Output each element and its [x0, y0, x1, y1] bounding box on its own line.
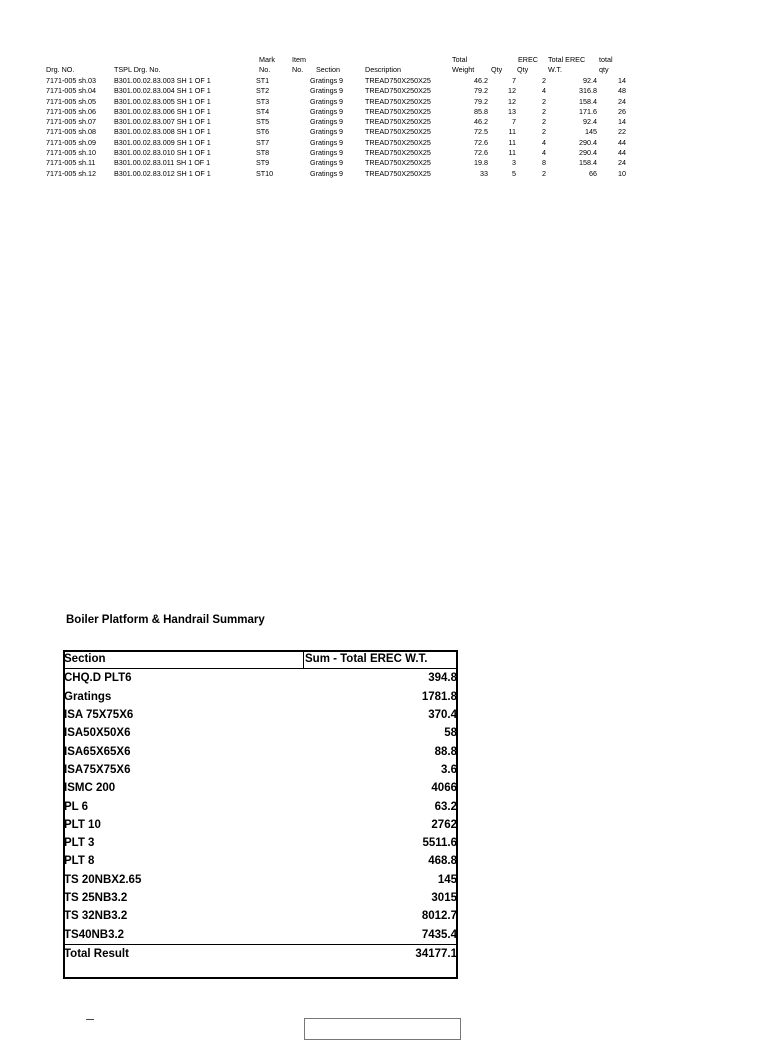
summary-value-cell: 63.2	[434, 800, 457, 813]
header-total-qty-line2: qty	[599, 65, 609, 74]
cell-total-erec-wt: 171.6	[579, 106, 597, 116]
summary-title: Boiler Platform & Handrail Summary	[66, 614, 265, 626]
summary-total-row	[63, 944, 458, 963]
header-item-no-line1: Item	[292, 55, 306, 64]
cell-description: TREAD750X250X25	[365, 158, 431, 168]
header-qty: Qty	[491, 65, 503, 74]
cell-qty: 11	[508, 137, 516, 147]
cell-total-qty: 48	[618, 86, 626, 96]
summary-section-cell: CHQ.D PLT6	[64, 672, 132, 685]
cell-total-qty: 14	[618, 76, 626, 85]
cell-drg-no: 7171-005 sh.08	[46, 127, 96, 137]
cell-drg-no: 7171-005 sh.09	[46, 137, 96, 147]
cell-total-erec-wt: 158.4	[579, 96, 597, 106]
cell-qty: 5	[512, 168, 516, 178]
cell-tspl-drg-no: B301.00.02.83.004 SH 1 OF 1	[114, 86, 211, 96]
cell-description: TREAD750X250X25	[365, 127, 431, 137]
cell-erec-qty: 2	[542, 127, 546, 137]
cell-mark-no: ST2	[256, 86, 270, 96]
table-body	[46, 77, 636, 180]
cell-total-erec-wt: 66	[589, 168, 597, 178]
cell-section: Gratings	[310, 76, 338, 85]
cell-mark-no: ST3	[256, 96, 270, 106]
table-header	[46, 55, 636, 77]
cell-tspl-drg-no: B301.00.02.83.007 SH 1 OF 1	[114, 117, 211, 127]
cell-description: TREAD750X250X25	[365, 86, 431, 96]
cell-tspl-drg-no: B301.00.02.83.003 SH 1 OF 1	[114, 76, 211, 85]
cell-total-weight: 72.5	[474, 127, 488, 137]
header-drg-no: Drg. NO.	[46, 65, 75, 74]
cell-section: Gratings	[310, 168, 338, 178]
cell-drg-no: 7171-005 sh.03	[46, 76, 96, 85]
cell-erec-qty: 8	[542, 158, 546, 168]
summary-total-value: 34177.1	[304, 944, 459, 963]
cell-item-no: 9	[339, 106, 343, 116]
cell-mark-no: ST10	[256, 168, 274, 178]
summary-section-cell: PL 6	[64, 800, 89, 813]
summary-header-sum: Sum - Total EREC W.T.	[304, 650, 459, 669]
cell-section: Gratings	[310, 158, 338, 168]
header-mark-no-line1: Mark	[259, 55, 275, 64]
cell-erec-qty: 2	[542, 168, 546, 178]
cell-section: Gratings	[310, 127, 338, 137]
cell-qty: 13	[508, 106, 516, 116]
summary-header-section: Section	[63, 650, 304, 669]
summary-row	[63, 889, 458, 907]
cell-tspl-drg-no: B301.00.02.83.012 SH 1 OF 1	[114, 168, 211, 178]
cell-total-weight: 46.2	[474, 76, 488, 85]
header-erec-qty-line2: Qty	[517, 65, 529, 74]
cell-qty: 7	[512, 76, 516, 85]
summary-section-cell: TS 32NB3.2	[64, 910, 128, 923]
cell-total-weight: 19.8	[474, 158, 488, 168]
cell-mark-no: ST7	[256, 137, 270, 147]
drawing-table	[46, 55, 636, 180]
summary-section-cell: ISA50X50X6	[64, 727, 131, 740]
header-erec-qty-line1: EREC	[518, 55, 538, 64]
header-total-erec-wt-line1: Total EREC	[548, 55, 586, 64]
summary-table	[63, 650, 458, 963]
cell-qty: 11	[508, 148, 516, 158]
cell-item-no: 9	[339, 96, 343, 106]
cell-erec-qty: 4	[542, 137, 546, 147]
header-total-qty-line1: total	[599, 55, 613, 64]
cell-item-no: 9	[339, 158, 343, 168]
cell-description: TREAD750X250X25	[365, 168, 431, 178]
summary-section-cell: ISA65X65X6	[64, 745, 131, 758]
cell-erec-qty: 2	[542, 117, 546, 127]
header-section: Section	[316, 65, 340, 74]
cell-tspl-drg-no: B301.00.02.83.005 SH 1 OF 1	[114, 96, 211, 106]
summary-section-cell: TS 20NBX2.65	[64, 873, 142, 886]
summary-row	[63, 779, 458, 797]
summary-row	[63, 797, 458, 815]
header-tspl-drg-no: TSPL Drg. No.	[114, 65, 161, 74]
header-description: Description	[365, 65, 401, 74]
cell-item-no: 9	[339, 168, 343, 178]
cell-total-weight: 46.2	[474, 117, 488, 127]
cell-erec-qty: 2	[542, 106, 546, 116]
cell-mark-no: ST5	[256, 117, 270, 127]
summary-section-cell: ISMC 200	[64, 782, 116, 795]
partial-next-title	[86, 1019, 94, 1024]
summary-section-cell: ISA75X75X6	[64, 763, 131, 776]
summary-row	[63, 688, 458, 706]
cell-section: Gratings	[310, 137, 338, 147]
cell-total-qty: 24	[618, 158, 626, 168]
cell-description: TREAD750X250X25	[365, 96, 431, 106]
cell-section: Gratings	[310, 86, 338, 96]
cell-erec-qty: 4	[542, 148, 546, 158]
cell-erec-qty: 2	[542, 76, 546, 85]
cell-total-erec-wt: 145	[585, 127, 597, 137]
cell-drg-no: 7171-005 sh.05	[46, 96, 96, 106]
cell-section: Gratings	[310, 148, 338, 158]
summary-row	[63, 907, 458, 925]
cell-section: Gratings	[310, 96, 338, 106]
header-total-weight-line2: Weight	[452, 65, 475, 74]
summary-section-cell: PLT 10	[64, 818, 101, 831]
summary-value-cell: 8012.7	[421, 910, 457, 923]
header-total-erec-wt-line2: W.T.	[548, 65, 562, 74]
cell-drg-no: 7171-005 sh.10	[46, 148, 96, 158]
cell-total-qty: 24	[618, 96, 626, 106]
cell-total-erec-wt: 290.4	[579, 148, 597, 158]
header-mark-no-line2: No.	[259, 65, 271, 74]
cell-tspl-drg-no: B301.00.02.83.009 SH 1 OF 1	[114, 137, 211, 147]
summary-section-cell: TS 25NB3.2	[64, 892, 128, 904]
header-item-no-line2: No.	[292, 65, 304, 74]
cell-description: TREAD750X250X25	[365, 76, 431, 85]
cell-tspl-drg-no: B301.00.02.83.010 SH 1 OF 1	[114, 148, 211, 158]
summary-section-cell: PLT 3	[64, 837, 95, 850]
summary-row	[63, 706, 458, 724]
cell-total-weight: 85.8	[474, 106, 488, 116]
summary-row	[63, 742, 458, 760]
summary-row	[63, 724, 458, 742]
cell-total-qty: 26	[618, 106, 626, 116]
summary-row	[63, 669, 458, 688]
cell-mark-no: ST9	[256, 158, 270, 168]
cell-qty: 3	[512, 158, 516, 168]
summary-value-cell: 3015	[431, 892, 457, 904]
summary-value-cell: 3.6	[441, 763, 457, 776]
summary-total-label: Total Result	[63, 944, 304, 963]
cell-section: Gratings	[310, 106, 338, 116]
summary-section-cell: PLT 8	[64, 855, 95, 868]
cell-item-no: 9	[339, 148, 343, 158]
cell-mark-no: ST4	[256, 106, 270, 116]
cell-total-erec-wt: 316.8	[579, 86, 597, 96]
cell-total-qty: 10	[618, 168, 626, 178]
next-table-border	[304, 1018, 461, 1040]
summary-value-cell: 394.8	[428, 672, 457, 685]
summary-value-cell: 7435.4	[421, 928, 457, 941]
cell-total-erec-wt: 92.4	[583, 117, 597, 127]
summary-value-cell: 58	[444, 727, 457, 740]
cell-item-no: 9	[339, 117, 343, 127]
summary-row	[63, 761, 458, 779]
cell-drg-no: 7171-005 sh.11	[46, 158, 96, 168]
cell-mark-no: ST8	[256, 148, 270, 158]
summary-value-cell: 5511.6	[422, 837, 457, 850]
cell-mark-no: ST1	[256, 76, 270, 85]
cell-erec-qty: 4	[542, 86, 546, 96]
cell-total-weight: 72.6	[474, 137, 488, 147]
summary-value-cell: 4066	[431, 782, 457, 795]
summary-row	[63, 871, 458, 889]
cell-tspl-drg-no: B301.00.02.83.011 SH 1 OF 1	[114, 158, 211, 168]
cell-total-weight: 33	[480, 168, 488, 178]
summary-value-cell: 1781.8	[421, 690, 457, 703]
cell-total-weight: 72.6	[474, 148, 488, 158]
cell-total-weight: 79.2	[474, 96, 488, 106]
cell-total-qty: 14	[618, 117, 626, 127]
cell-drg-no: 7171-005 sh.04	[46, 86, 96, 96]
header-total-weight-line1: Total	[452, 55, 468, 64]
cell-total-qty: 44	[618, 148, 626, 158]
cell-qty: 7	[512, 117, 516, 127]
summary-row	[63, 834, 458, 852]
cell-total-erec-wt: 158.4	[579, 158, 597, 168]
summary-row	[63, 925, 458, 944]
cell-item-no: 9	[339, 76, 343, 85]
cell-qty: 11	[508, 127, 516, 137]
summary-table-body	[63, 650, 458, 963]
cell-drg-no: 7171-005 sh.06	[46, 106, 96, 116]
cell-section: Gratings	[310, 117, 338, 127]
cell-drg-no: 7171-005 sh.12	[46, 168, 96, 178]
summary-value-cell: 370.4	[428, 709, 457, 722]
cell-tspl-drg-no: B301.00.02.83.006 SH 1 OF 1	[114, 106, 211, 116]
summary-row	[63, 852, 458, 870]
cell-qty: 12	[508, 86, 516, 96]
summary-row	[63, 816, 458, 834]
cell-item-no: 9	[339, 127, 343, 137]
summary-section-cell: ISA 75X75X6	[64, 709, 134, 722]
cell-erec-qty: 2	[542, 96, 546, 106]
cell-total-qty: 22	[618, 127, 626, 137]
cell-description: TREAD750X250X25	[365, 117, 431, 127]
cell-total-qty: 44	[618, 137, 626, 147]
summary-section-cell: TS40NB3.2	[64, 928, 125, 941]
cell-item-no: 9	[339, 86, 343, 96]
summary-value-cell: 468.8	[428, 855, 457, 868]
summary-value-cell: 145	[437, 873, 457, 886]
cell-qty: 12	[508, 96, 516, 106]
cell-total-weight: 79.2	[474, 86, 488, 96]
cell-tspl-drg-no: B301.00.02.83.008 SH 1 OF 1	[114, 127, 211, 137]
summary-header-row	[63, 650, 458, 669]
cell-total-erec-wt: 290.4	[579, 137, 597, 147]
table-row	[46, 170, 636, 180]
cell-item-no: 9	[339, 137, 343, 147]
cell-description: TREAD750X250X25	[365, 137, 431, 147]
summary-section-cell: Gratings	[64, 690, 112, 703]
summary-value-cell: 88.8	[434, 745, 457, 758]
summary-value-cell: 2762	[431, 818, 457, 831]
cell-description: TREAD750X250X25	[365, 106, 431, 116]
cell-mark-no: ST6	[256, 127, 270, 137]
cell-total-erec-wt: 92.4	[583, 76, 597, 85]
cell-drg-no: 7171-005 sh.07	[46, 117, 96, 127]
cell-description: TREAD750X250X25	[365, 148, 431, 158]
